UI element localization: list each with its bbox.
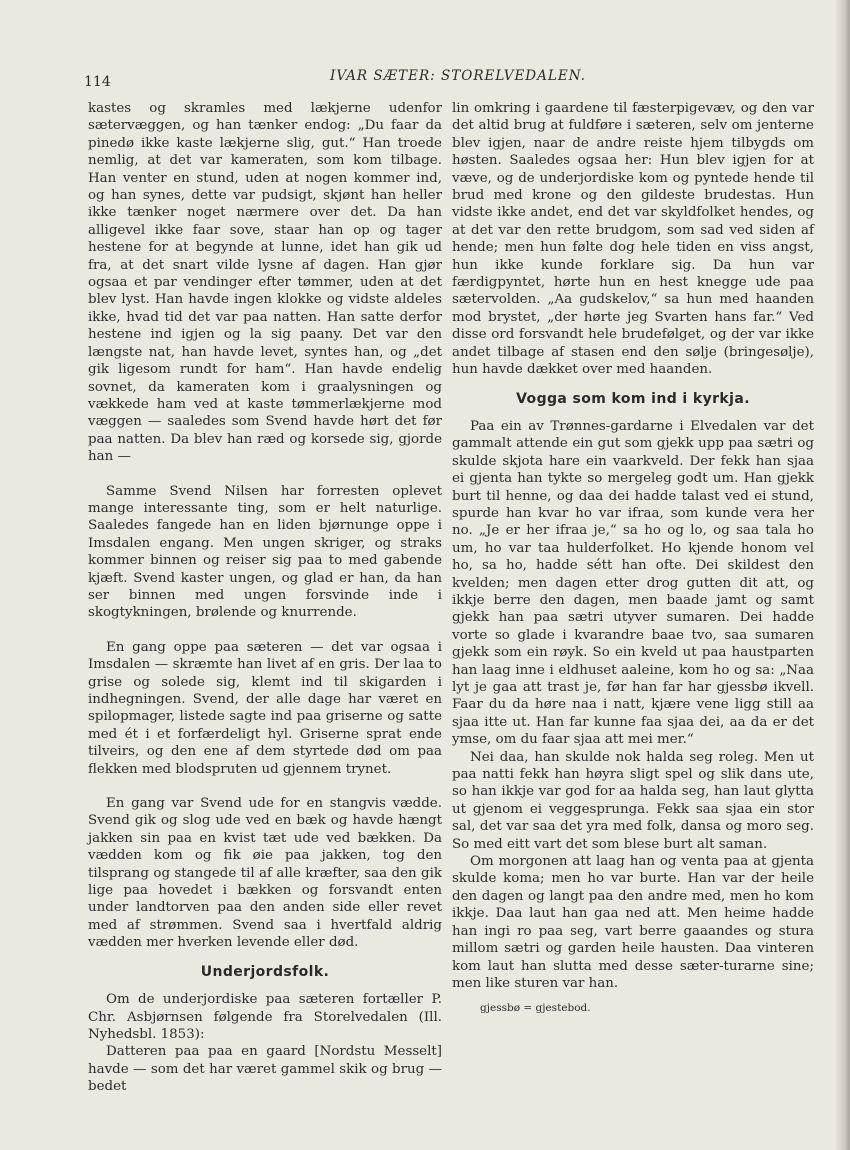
right-paragraph-1: lin omkring i gaardene til fæsterpigevæv, og den var det altid brug at fuldføre i sæteren, selv om jenterne blev igjen, naar de andre reiste hjem tilbygds om høsten. Saaledes ogsaa her: Hun blev igjen for at væve, og de underjordiske kom og pyntede hende til brud med krone og den gildeste brudestas. Hun vidste ikke andet, end det var skyldfolket hendes, og at det var den rette brudgom, som sad ved siden af hende; men hun følte dog hele tiden en viss angst, hun ikke kunde forklare sig. Da hun var færdigpyntet, hørte hun en hest knegge ude paa sætervolden. „Aa gudskelov,“ sa hun med haanden mod brystet, „der hørte jeg Svarten hans far.“ Ved disse ord forsvandt hele brudefølget, og der var ikke andet tilbage af stasen end den sølje (bringesølje), hun havde dækket over med haanden.	[452, 101, 814, 378]
running-title: IVAR SÆTER: STORELVEDALEN.	[330, 68, 586, 84]
right-paragraph-3: Nei daa, han skulde nok halda seg roleg. Men ut paa natti fekk han høyra sligt spel og slik dans ute, so han ikkje var god for aa halda seg, han laut glytta ut gjenom ei veggesprunga. Fekk saa sjaa ein stor sal, det var saa det yra med folk, dansa og moro seg. So med eitt vart det som blese burt alt saman.	[452, 749, 814, 852]
left-column	[88, 100, 442, 1096]
page-number: 114	[84, 74, 111, 90]
left-paragraph-4: En gang var Svend ude for en stangvis vædde. Svend gik og slog ude ved en bæk og havde hængt jakken sin paa en kvist tæt ude ved bækken. Da vædden kom og fik øie paa jakken, tog den tilsprang og stangede til af alle kræfter, saa den gik lige paa hovedet i bækken og forsvandt enten under landtorven paa den anden side eller revet med af strømmen. Svend saa i hvertfald aldrig vædden mer hverken levende eller død.	[88, 796, 442, 951]
section-heading-vogga: Vogga som kom ind i kyrkja.	[516, 390, 750, 407]
left-paragraph-1: kastes og skramles med lækjerne udenfor sætervæggen, og han tænker endog: „Du faar da pinedø ikke kaste lækjerne slig, gut.“ Han troede nemlig, at det var kameraten, som kom tilbage. Han venter en stund, uden at nogen kommer ind, og han synes, dette var pudsigt, skjønt han heller ikke tænker noget nærmere over det. Da han alligevel ikke faar sove, staar han op og tager hestene for at begynde at lunne, idet han gik ud fra, at det snart vilde lysne af dagen. Han gjør ogsaa et par vendinger efter tømmer, uden at det blev lyst. Han havde ingen klokke og vidste aldeles ikke, hvad tid det var paa natten. Han satte derfor hestene ind igjen og la sig paany. Det var den længste nat, han havde levet, syntes han, og „det gik ligesom rundt for ham“. Han havde endelig sovnet, da kameraten kom i graalysningen og vækkede ham ved at kaste tømmerlækjerne mod væggen — saaledes som Svend havde hørt det før paa natten. Da blev han ræd og korsede sig, gjorde han —	[88, 101, 442, 465]
left-paragraph-5: Om de underjordiske paa sæteren fortæller P. Chr. Asbjørnsen følgende fra Storelvedalen (Ill. Nyhedsbl. 1853):	[88, 992, 442, 1042]
right-paragraph-2: Paa ein av Trønnes-gardarne i Elvedalen var det gammalt attende ein gut som gjekk upp paa sætri og skulde skjota hare ein vaarkveld. Der fekk han sjaa ei gjenta han tykte so mergeleg godt um. Han gjekk burt til henne, og daa dei hadde talast ved ei stund, spurde han kvar ho var ifraa, som kunde vera her no. „Je er her ifraa je,“ sa ho og lo, og saa tala ho um, ho var taa hulderfolket. Ho kjende honom vel ho, sa ho, hadde sétt han ofte. Dei skildest den kvelden; men dagen etter drog gutten dit att, og ikkje berre den dagen, men baade jamt og samt gjekk han paa sætri utyver sumaren. Dei hadde vorte so glade i kvarandre baae tvo, saa sumaren gjekk som ein røyk. So ein kveld ut paa haustparten han laag inne i eldhuset aaleine, kom ho og sa: „Naa lyt je gaa att trast je, før han far har gjessbø ikvell. Faar du da høre naa i natt, kjære vene ligg still aa sjaa itte ut. Han far kunne faa sjaa dei, aa da er det ymse, om du faar sjaa att mei mer.“	[452, 418, 814, 748]
section-heading-underjordsfolk: Underjordsfolk.	[200, 963, 330, 980]
left-paragraph-3: En gang oppe paa sæteren — det var ogsaa i Imsdalen — skræmte han livet af en gris. Der laa to grise og solede sig, klemt ind til skigarden i indhegningen. Svend, der alle dage har været en spilopmager, listede sagte ind paa griserne og satte med ét i et forfærdeligt hyl. Griserne sprat ende tilveirs, og den ene af dem styrtede død om paa flekken med blodspruten ud gjennem trynet.	[88, 639, 442, 777]
footnote: gjessbø = gjestebod.	[480, 1002, 591, 1015]
page-edge	[836, 0, 850, 1150]
right-column	[452, 100, 814, 1018]
right-paragraph-4: Om morgonen att laag han og venta paa at gjenta skulde koma; men ho var burte. Han var der heile den dagen og langt paa den andre med, men ho kom ikkje. Daa laut han gaa ned att. Men heime hadde han ingi ro paa seg, vart berre gaaandes og stura millom sætri og garden heile hausten. Daa vinteren kom laut han slutta med desse sæter-turarne sine; men like sturen var han.	[452, 854, 814, 991]
left-paragraph-6: Datteren paa paa en gaard [Nordstu Messelt] havde — som det har været gammel skik og brug — bedet	[88, 1044, 442, 1095]
left-paragraph-2: Samme Svend Nilsen har forresten oplevet mange interessante ting, som er helt naturlige. Saaledes fangede han en liden bjørnunge oppe i Imsdalen engang. Men ungen skriger, og straks kommer binnen og reiser sig paa to med gabende kjæft. Svend kaster ungen, og glad er han, da han ser binnen med ungen forsvinde inde i skogtykningen, brølende og knurrende.	[88, 483, 442, 621]
